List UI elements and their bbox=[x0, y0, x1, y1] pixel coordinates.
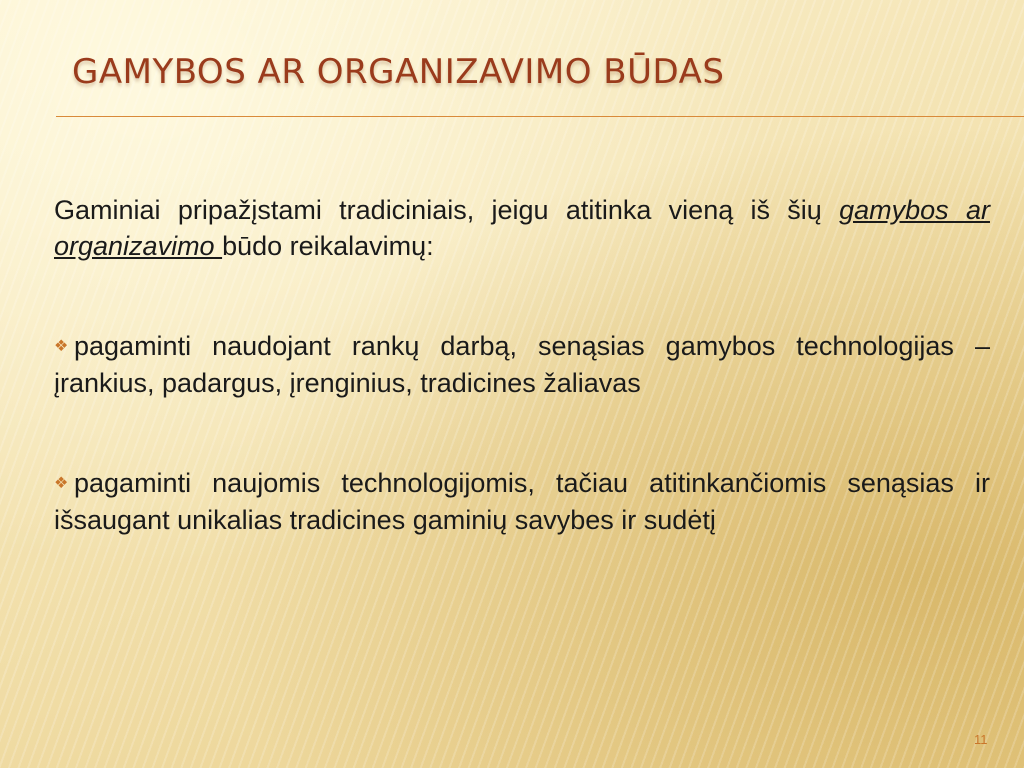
bullet-text: pagaminti naujomis technologijomis, tačiau atitinkančiomis senąsias ir išsaugant unikalias tradicines gaminių savybes ir sudėtį bbox=[54, 468, 990, 535]
intro-emphasis: gamybos ar organizavimo bbox=[54, 195, 990, 261]
title-divider bbox=[56, 116, 1024, 117]
diamond-bullet-icon: ❖ bbox=[54, 338, 69, 355]
page-number: 11 bbox=[974, 732, 988, 747]
intro-text-end: būdo reikalavimų: bbox=[222, 231, 434, 261]
slide-body bbox=[54, 192, 990, 602]
bullet-item bbox=[54, 465, 990, 538]
slide-title: GAMYBOS AR ORGANIZAVIMO BŪDAS bbox=[72, 52, 725, 92]
intro-text: Gaminiai pripažįstami tradiciniais, jeigu atitinka vieną iš šių bbox=[54, 195, 840, 225]
bullet-text: pagaminti naudojant rankų darbą, senąsias gamybos technologijas – įrankius, padargus, įrenginius, tradicines žaliavas bbox=[54, 331, 990, 398]
intro-paragraph bbox=[54, 192, 990, 264]
diamond-bullet-icon: ❖ bbox=[54, 475, 69, 492]
bullet-item bbox=[54, 328, 990, 401]
